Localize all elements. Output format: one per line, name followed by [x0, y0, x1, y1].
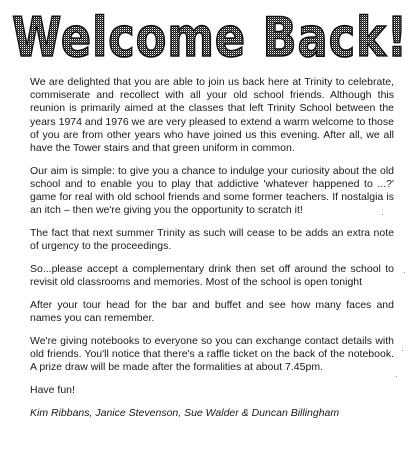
- paragraph-aim: Our aim is simple: to give you a chance to indulge your curiosity about the old school and to enable you to play that addictive 'whatever happened to ...?' game for real with old school friends and some former teachers. If nostalgia is an itch – then we're giving you the opportunity to scratch it!: [30, 164, 394, 217]
- title-svg: [8, 2, 412, 68]
- paragraph-welcome: We are delighted that you are able to join us back here at Trinity to celebrate, commiserate and recollect with all your old school friends. Although this reunion is primarily aimed at the classes that left Trinity School between the years 1974 and 1976 we are very pleased to extend a warm welcome to those of you are from other years who have joined us this evening. After all, we all have the Tower stairs and that green uniform in common.: [30, 76, 394, 155]
- scan-speck: [404, 272, 405, 273]
- paragraph-have-fun: Have fun!: [30, 383, 75, 396]
- paragraph-drink: So...please accept a complementary drink then set off around the school to revisit old classrooms and memories. Most of the school is open tonight: [30, 262, 394, 289]
- scan-speck: [382, 214, 383, 215]
- title-banner: [8, 2, 412, 68]
- paragraph-urgency: The fact that next summer Trinity as such will cease to be adds an extra note of urgency to the proceedings.: [30, 227, 394, 253]
- paragraph-notebooks: We're giving notebooks to everyone so you can exchange contact details with old friends. You'll notice that there's a raffle ticket on the back of the notebook. A prize draw will be made after the formalities at about 7.45pm.: [30, 334, 394, 374]
- signature: Kim Ribbans, Janice Stevenson, Sue Walder & Duncan Billingham: [30, 406, 340, 419]
- scan-speck: [402, 350, 403, 351]
- page-title: Welcome Back!: [12, 6, 408, 68]
- scan-speck: [396, 376, 397, 377]
- paragraph-tour: After your tour head for the bar and buffet and see how many faces and names you can remember.: [30, 298, 394, 325]
- letter-body: [30, 76, 394, 429]
